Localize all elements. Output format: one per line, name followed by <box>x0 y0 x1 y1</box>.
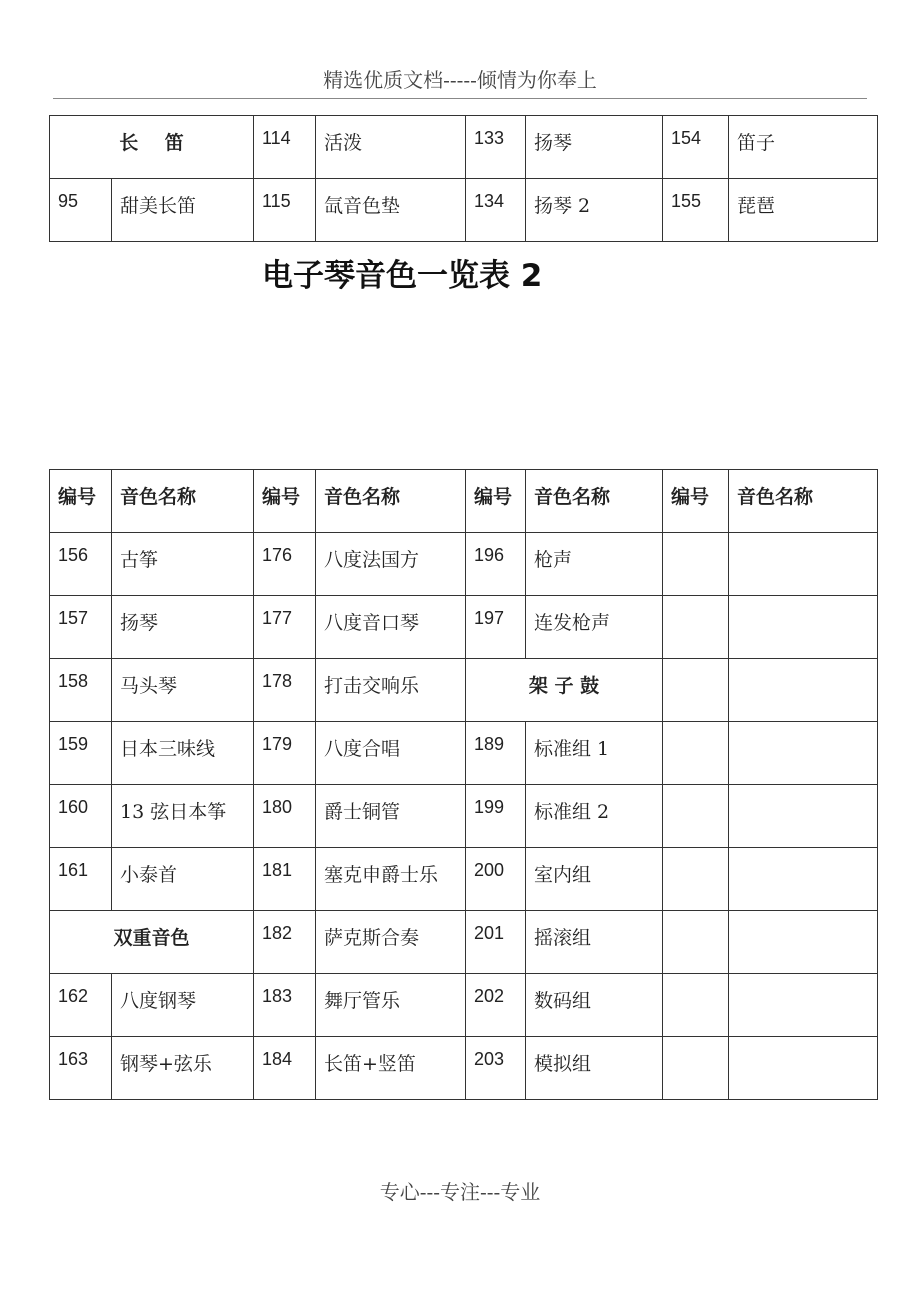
cell-number: 177 <box>254 596 316 659</box>
cell-number: 114 <box>254 116 316 179</box>
cell-empty <box>663 974 729 1037</box>
cell-number: 133 <box>466 116 526 179</box>
column-header: 编号 <box>254 470 316 533</box>
cell-empty <box>729 596 878 659</box>
cell-empty <box>663 911 729 974</box>
cell-empty <box>663 848 729 911</box>
cell-empty <box>663 1037 729 1100</box>
cell-empty <box>729 911 878 974</box>
cell-name: 模拟组 <box>526 1037 663 1100</box>
cell-name: 八度钢琴 <box>112 974 254 1037</box>
cell-name: 室内组 <box>526 848 663 911</box>
cell-number: 200 <box>466 848 526 911</box>
table-row <box>50 1037 878 1100</box>
cell-number: 183 <box>254 974 316 1037</box>
cell-name: 甜美长笛 <box>112 179 254 242</box>
section-heading-drum-kit: 架 子 鼓 <box>466 659 663 722</box>
cell-name: 长笛+竖笛 <box>316 1037 466 1100</box>
cell-name: 马头琴 <box>112 659 254 722</box>
table-row <box>50 848 878 911</box>
section-heading-dual-voice: 双重音色 <box>50 911 254 974</box>
cell-number: 158 <box>50 659 112 722</box>
cell-number: 160 <box>50 785 112 848</box>
cell-number: 196 <box>466 533 526 596</box>
cell-name: 数码组 <box>526 974 663 1037</box>
column-header: 音色名称 <box>526 470 663 533</box>
column-header: 音色名称 <box>316 470 466 533</box>
cell-number: 163 <box>50 1037 112 1100</box>
cell-number: 199 <box>466 785 526 848</box>
cell-name: 古筝 <box>112 533 254 596</box>
cell-number: 182 <box>254 911 316 974</box>
cell-number: 203 <box>466 1037 526 1100</box>
cell-name: 打击交响乐 <box>316 659 466 722</box>
page-title: 电子琴音色一览表 2 <box>262 258 543 294</box>
cell-number: 162 <box>50 974 112 1037</box>
cell-number: 176 <box>254 533 316 596</box>
cell-number: 184 <box>254 1037 316 1100</box>
cell-number: 180 <box>254 785 316 848</box>
table-row <box>50 659 878 722</box>
cell-name: 舞厅管乐 <box>316 974 466 1037</box>
cell-name: 笛子 <box>729 116 878 179</box>
table-row <box>50 974 878 1037</box>
cell-name: 塞克申爵士乐 <box>316 848 466 911</box>
column-header: 音色名称 <box>729 470 878 533</box>
cell-name: 标准组 2 <box>526 785 663 848</box>
cell-name: 扬琴 <box>112 596 254 659</box>
cell-empty <box>729 1037 878 1100</box>
cell-empty <box>663 533 729 596</box>
table-header-row <box>50 470 878 533</box>
cell-number: 202 <box>466 974 526 1037</box>
cell-number: 159 <box>50 722 112 785</box>
cell-number: 201 <box>466 911 526 974</box>
cell-name: 琵琶 <box>729 179 878 242</box>
column-header: 编号 <box>466 470 526 533</box>
cell-number: 178 <box>254 659 316 722</box>
cell-empty <box>663 596 729 659</box>
cell-name: 扬琴 <box>526 116 663 179</box>
cell-number: 197 <box>466 596 526 659</box>
cell-name: 小泰首 <box>112 848 254 911</box>
cell-empty <box>663 785 729 848</box>
cell-name: 八度法国方 <box>316 533 466 596</box>
cell-name: 日本三味线 <box>112 722 254 785</box>
top-table <box>49 115 878 242</box>
table-row <box>50 785 878 848</box>
cell-empty <box>729 848 878 911</box>
cell-name: 八度合唱 <box>316 722 466 785</box>
cell-empty <box>729 533 878 596</box>
main-table <box>49 469 878 1100</box>
table-row <box>50 596 878 659</box>
cell-name: 连发枪声 <box>526 596 663 659</box>
cell-number: 179 <box>254 722 316 785</box>
cell-number: 95 <box>50 179 112 242</box>
page-header: 精选优质文档-----倾情为你奉上 <box>323 68 597 92</box>
table-row <box>50 179 878 242</box>
cell-number: 161 <box>50 848 112 911</box>
cell-name: 摇滚组 <box>526 911 663 974</box>
table-row <box>50 722 878 785</box>
cell-empty <box>663 659 729 722</box>
cell-name: 钢琴+弦乐 <box>112 1037 254 1100</box>
column-header: 编号 <box>663 470 729 533</box>
cell-empty <box>729 722 878 785</box>
page-footer: 专心---专注---专业 <box>379 1180 541 1204</box>
table-row <box>50 533 878 596</box>
table-row <box>50 911 878 974</box>
table-row <box>50 116 878 179</box>
cell-number: 181 <box>254 848 316 911</box>
section-heading-long-flute: 长 笛 <box>50 116 254 179</box>
cell-name: 13 弦日本筝 <box>112 785 254 848</box>
cell-name: 标准组 1 <box>526 722 663 785</box>
column-header: 音色名称 <box>112 470 254 533</box>
cell-number: 155 <box>663 179 729 242</box>
cell-number: 154 <box>663 116 729 179</box>
cell-number: 157 <box>50 596 112 659</box>
column-header: 编号 <box>50 470 112 533</box>
cell-number: 156 <box>50 533 112 596</box>
cell-empty <box>729 974 878 1037</box>
cell-empty <box>663 722 729 785</box>
cell-number: 134 <box>466 179 526 242</box>
cell-name: 萨克斯合奏 <box>316 911 466 974</box>
cell-name: 活泼 <box>316 116 466 179</box>
cell-name: 枪声 <box>526 533 663 596</box>
cell-empty <box>729 785 878 848</box>
cell-name: 氙音色垫 <box>316 179 466 242</box>
header-divider <box>53 98 867 99</box>
cell-number: 115 <box>254 179 316 242</box>
cell-name: 扬琴 2 <box>526 179 663 242</box>
cell-name: 八度音口琴 <box>316 596 466 659</box>
cell-empty <box>729 659 878 722</box>
cell-number: 189 <box>466 722 526 785</box>
cell-name: 爵士铜管 <box>316 785 466 848</box>
